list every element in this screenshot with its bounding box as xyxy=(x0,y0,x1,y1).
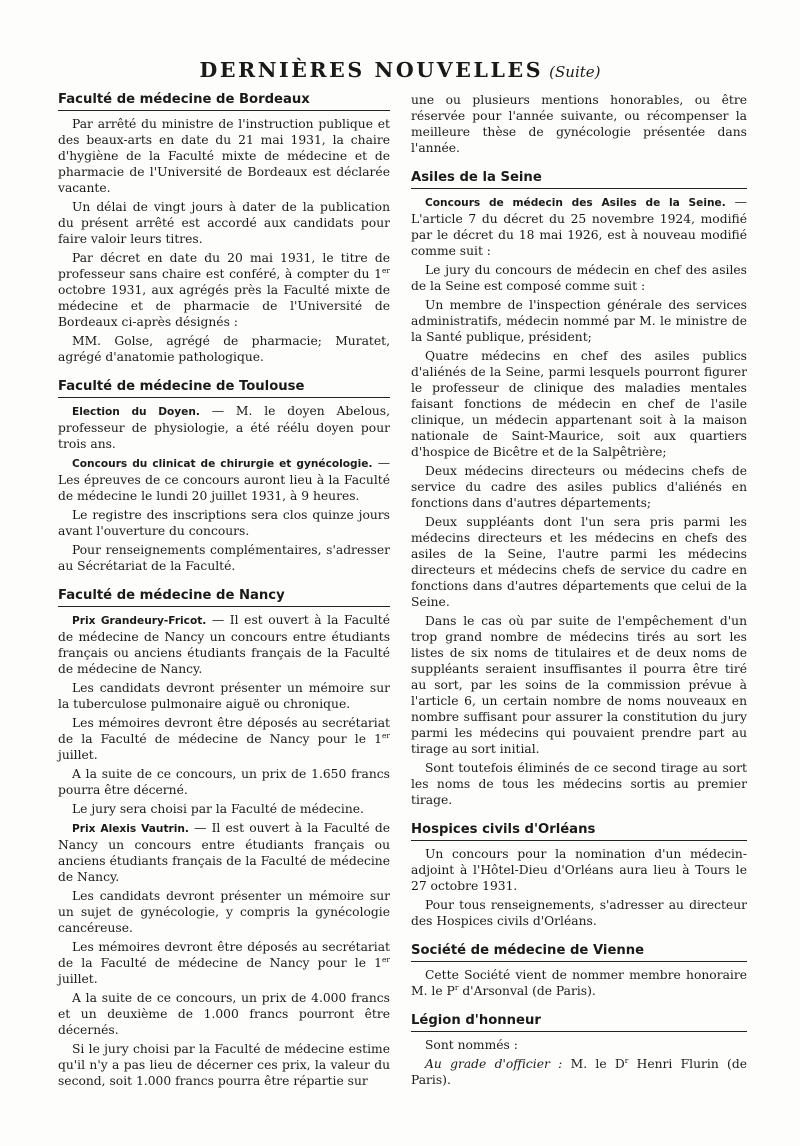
paragraph-lead: Election du Doyen. xyxy=(72,406,200,418)
paragraph: Les candidats devront présenter un mémoire sur un sujet de gynécologie, y compris la gynécologie cancéreuse. xyxy=(58,889,390,935)
paragraph: Le registre des inscriptions sera clos quinze jours avant l'ouverture du concours. xyxy=(58,508,390,538)
paragraph: Si le jury choisi par la Faculté de médecine estime qu'il n'y a pas lieu de décerner ces prix, la valeur du second, soit 1.000 francs pourra être répartie sur xyxy=(58,1042,390,1088)
paragraph: Le jury du concours de médecin en chef des asiles de la Seine est composé comme suit : xyxy=(411,263,747,293)
right-column xyxy=(411,92,747,1102)
news-section xyxy=(411,92,747,156)
news-section xyxy=(411,170,747,808)
paragraph: Sont toutefois éliminés de ce second tirage au sort les noms de tous les médecins sortis au premier tirage. xyxy=(411,761,747,807)
paragraph: Quatre médecins en chef des asiles publics d'aliénés de la Seine, parmi lesquels pourront figurer le professeur de clinique des maladies mentales faisant fonctions de médecin en chef de l'asile clinique, un médecin appartenant soit à la maison nationale de Saint-Maurice, soit aux quartiers d'hospice de Bicêtre et de la Salpêtrière; xyxy=(411,349,747,459)
news-section xyxy=(58,588,390,1089)
paragraph-lead: Concours du clinicat de chirurgie et gynécologie. xyxy=(72,458,373,470)
paragraph-lead: Concours de médecin des Asiles de la Seine. xyxy=(425,197,726,209)
section-title: Légion d'honneur xyxy=(411,1013,747,1032)
paragraph: Pour tous renseignements, s'adresser au directeur des Hospices civils d'Orléans. xyxy=(411,898,747,928)
paragraph: Les mémoires devront être déposés au secrétariat de la Faculté de médecine de Nancy pour le 1er juillet. xyxy=(58,716,390,762)
paragraph: Dans le cas où par suite de l'empêchement d'un trop grand nombre de médecins tirés au sort les listes de six noms de titulaires et de deux noms de suppléants seraient insuffisantes il pourra être tiré au sort, par les soins de la commission prévue à l'article 6, un certain nombre de noms nouveaux en nombre suffisant pour assurer la constitution du jury parmi les médecins qui pouvaient prendre part au tirage au sort initial. xyxy=(411,614,747,756)
section-title: Faculté de médecine de Toulouse xyxy=(58,379,390,398)
paragraph: Le jury sera choisi par la Faculté de médecine. xyxy=(72,802,364,816)
paragraph: Election du Doyen. — M. le doyen Abelous, professeur de physiologie, a été réélu doyen pour trois ans. xyxy=(58,404,390,451)
paragraph: Un membre de l'inspection générale des services administratifs, médecin nommé par M. le ministre de la Santé publique, président; xyxy=(411,298,747,344)
paragraph-lead: Prix Grandeury-Fricot. xyxy=(72,615,207,627)
paragraph: Au grade d'officier : M. le $D^r$ Henri Flurin (de Paris). xyxy=(411,1055,747,1087)
paragraph-italic-lead: Au grade d'officier : xyxy=(425,1057,563,1071)
news-section xyxy=(411,943,747,999)
section-title: Société de médecine de Vienne xyxy=(411,943,747,962)
news-section xyxy=(58,379,390,574)
paragraph: Les candidats devront présenter un mémoire sur la tuberculose pulmonaire aiguë ou chronique. xyxy=(58,681,390,711)
paragraph: A la suite de ce concours, un prix de 1.650 francs pourra être décerné. xyxy=(58,767,390,797)
paragraph: A la suite de ce concours, un prix de 4.000 francs et un deuxième de 1.000 francs pourront être décernés. xyxy=(58,991,390,1037)
section-title: Faculté de médecine de Nancy xyxy=(58,588,390,607)
news-section xyxy=(411,822,747,929)
news-section xyxy=(58,92,390,365)
page-title-suite: (Suite) xyxy=(549,63,601,81)
paragraph: Deux suppléants dont l'un sera pris parmi les médecins directeurs et les médecins en chefs des asiles de la Seine, l'autre parmi les médecins directeurs et médecins chefs de service du cadre en fonctions dans d'autres départements que celui de la Seine. xyxy=(411,515,747,609)
paragraph: Cette Société vient de nommer membre honoraire M. le $P^r$ d'Arsonval (de Paris). xyxy=(411,968,747,998)
news-section xyxy=(411,1013,747,1088)
paragraph: MM. Golse, agrégé de pharmacie; Muratet, agrégé d'anatomie pathologique. xyxy=(58,334,390,364)
paragraph: Prix Grandeury-Fricot. — Il est ouvert à la Faculté de médecine de Nancy un concours entre étudiants français ou anciens étudiants français de la Faculté de médecine de Nancy. xyxy=(58,613,390,676)
page-header xyxy=(0,58,800,82)
left-column xyxy=(58,92,390,1103)
section-title: Asiles de la Seine xyxy=(411,170,747,189)
paragraph: Les mémoires devront être déposés au secrétariat de la Faculté de médecine de Nancy pour le 1er juillet. xyxy=(58,940,390,986)
paragraph-lead: Prix Alexis Vautrin. xyxy=(72,823,189,835)
page-title: DERNIÈRES NOUVELLES xyxy=(199,58,544,82)
paragraph: Prix Alexis Vautrin. — Il est ouvert à la Faculté de Nancy un concours entre étudiants français ou anciens étudiants français de la Faculté de médecine de Nancy. xyxy=(58,821,390,884)
paragraph: Pour renseignements complémentaires, s'adresser au Sécrétariat de la Faculté. xyxy=(58,543,390,573)
paragraph: Par arrêté du ministre de l'instruction publique et des beaux-arts en date du 21 mai 1931, la chaire d'hygiène de la Faculté mixte de médecine et de pharmacie de l'Université de Bordeaux est déclarée vacante. xyxy=(58,117,390,195)
paragraph: Sont nommés : xyxy=(425,1038,518,1052)
paragraph: Un délai de vingt jours à dater de la publication du présent arrêté est accordé aux candidats pour faire valoir leurs titres. xyxy=(58,200,390,246)
section-title: Hospices civils d'Orléans xyxy=(411,822,747,841)
paragraph: Deux médecins directeurs ou médecins chefs de service du cadre des asiles publics d'aliénés en fonctions dans d'autres départements; xyxy=(411,464,747,510)
paragraph: Concours du clinicat de chirurgie et gynécologie. — Les épreuves de ce concours auront lieu à la Faculté de médecine le lundi 20 juillet 1931, à 9 heures. xyxy=(58,456,390,503)
paragraph: Par décret en date du 20 mai 1931, le titre de professeur sans chaire est conféré, à compter du 1er octobre 1931, aux agrégés près la Faculté mixte de médecine et de pharmacie de l'Université de Bordeaux ci-après désignés : xyxy=(58,251,390,329)
paragraph: Un concours pour la nomination d'un médecin-adjoint à l'Hôtel-Dieu d'Orléans aura lieu à Tours le 27 octobre 1931. xyxy=(411,847,747,893)
paragraph: une ou plusieurs mentions honorables, ou être réservée pour l'année suivante, ou récompenser la meilleure thèse de gynécologie présentée dans l'année. xyxy=(411,93,747,155)
paragraph: Concours de médecin des Asiles de la Seine. — L'article 7 du décret du 25 novembre 1924, modifié par le décret du 18 mai 1926, est à nouveau modifié comme suit : xyxy=(411,195,747,258)
section-title: Faculté de médecine de Bordeaux xyxy=(58,92,390,111)
